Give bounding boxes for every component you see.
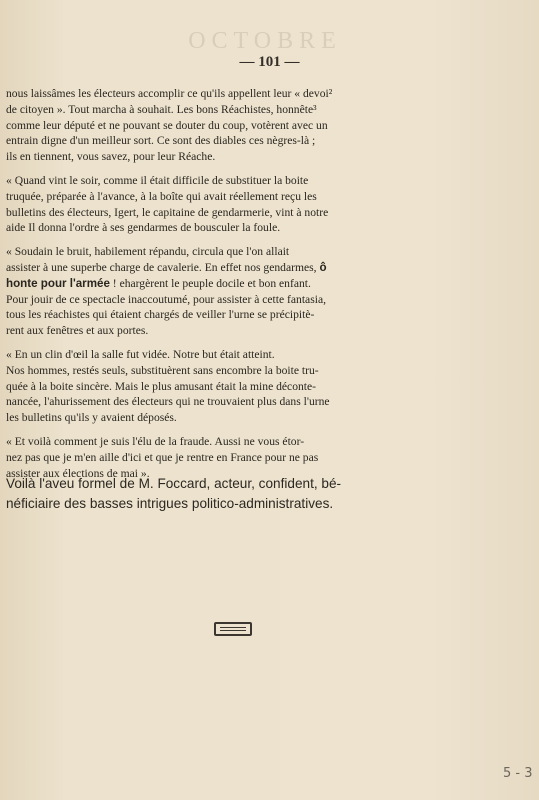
paragraph-4 xyxy=(6,347,462,426)
text-line: aide Il donna l'ordre à ses gendarmes de bousculer la foule. xyxy=(6,221,281,235)
paragraph-2 xyxy=(6,173,462,236)
text-line: entrain digne d'un meilleur sort. Ce sont des diables ces nègres-là ; xyxy=(6,134,316,148)
bold-text-run: ô xyxy=(319,260,327,274)
body-text xyxy=(6,86,462,489)
text-line: de citoyen ». Tout marcha à souhait. Les bons Réachistes, honnête³ xyxy=(6,102,317,116)
paragraph-1 xyxy=(6,86,462,165)
text-line: nez pas que je m'en aille d'ici et que je rentre en France pour ne pas xyxy=(6,450,319,464)
bold-text-run: honte pour l'armée xyxy=(6,276,110,290)
text-line: Voilà l'aveu formel de M. Foccard, acteur, confident, bé- xyxy=(6,476,342,491)
text-run: assister à une superbe charge de cavalerie. En effet nos gendarmes, xyxy=(6,260,320,274)
text-line xyxy=(6,276,462,292)
text-line: les bulletins qu'ils y avaient déposés. xyxy=(6,411,177,425)
page-number: — 101 — xyxy=(239,54,300,70)
conclusion-paragraph xyxy=(6,474,476,514)
bleed-through-heading: OCTOBRE xyxy=(188,28,342,54)
text-line: quée à la boite sincère. Mais le plus amusant était la mine déconte- xyxy=(6,379,317,393)
text-line: nous laissâmes les électeurs accomplir ce qu'ils appellent leur « devoi² xyxy=(6,87,333,100)
text-line: nancée, l'ahurissement des électeurs qui ne trouvaient plus dans l'urne xyxy=(6,395,330,409)
text-line: « Quand vint le soir, comme il était difficile de substituer la boite xyxy=(6,173,309,187)
text-line: tous les réachistes qui étaient chargés de veiller l'urne se précipitè- xyxy=(6,308,315,322)
text-line: « Et voilà comment je suis l'élu de la fraude. Aussi ne vous étor- xyxy=(6,434,305,448)
text-line: « Soudain le bruit, habilement répandu, circula que l'on allait xyxy=(6,245,290,259)
text-line: Pour jouir de ce spectacle inaccoutumé, pour assister à cette fantasia, xyxy=(6,292,326,306)
handwritten-page-note: 5 - 3 xyxy=(503,766,533,781)
text-line: « En un clin d'œil la salle fut vidée. Notre but était atteint. xyxy=(6,347,275,361)
text-line: assister aux élections de mai ». xyxy=(6,466,150,480)
text-line: comme leur député et ne pouvant se douter du coup, votèrent avec un xyxy=(6,118,328,132)
text-line xyxy=(6,260,462,276)
text-line: néficiaire des basses intrigues politico-administratives. xyxy=(6,496,334,511)
text-run: ! ehargèrent le peuple docile et bon enfant. xyxy=(109,276,311,290)
text-line: truquée, préparée à l'avance, à la boîte qui avait réellement reçu les xyxy=(6,189,317,203)
ornament-icon xyxy=(214,622,252,636)
paragraph-3 xyxy=(6,244,462,339)
text-line: Nos hommes, restés seuls, substituèrent sans encombre la boite tru- xyxy=(6,363,319,377)
text-line: ils en tiennent, vous savez, pour leur Réache. xyxy=(6,150,216,164)
text-line: bulletins des électeurs, Igert, le capitaine de gendarmerie, vint à notre xyxy=(6,205,329,219)
text-line: rent aux fenêtres et aux portes. xyxy=(6,324,149,338)
